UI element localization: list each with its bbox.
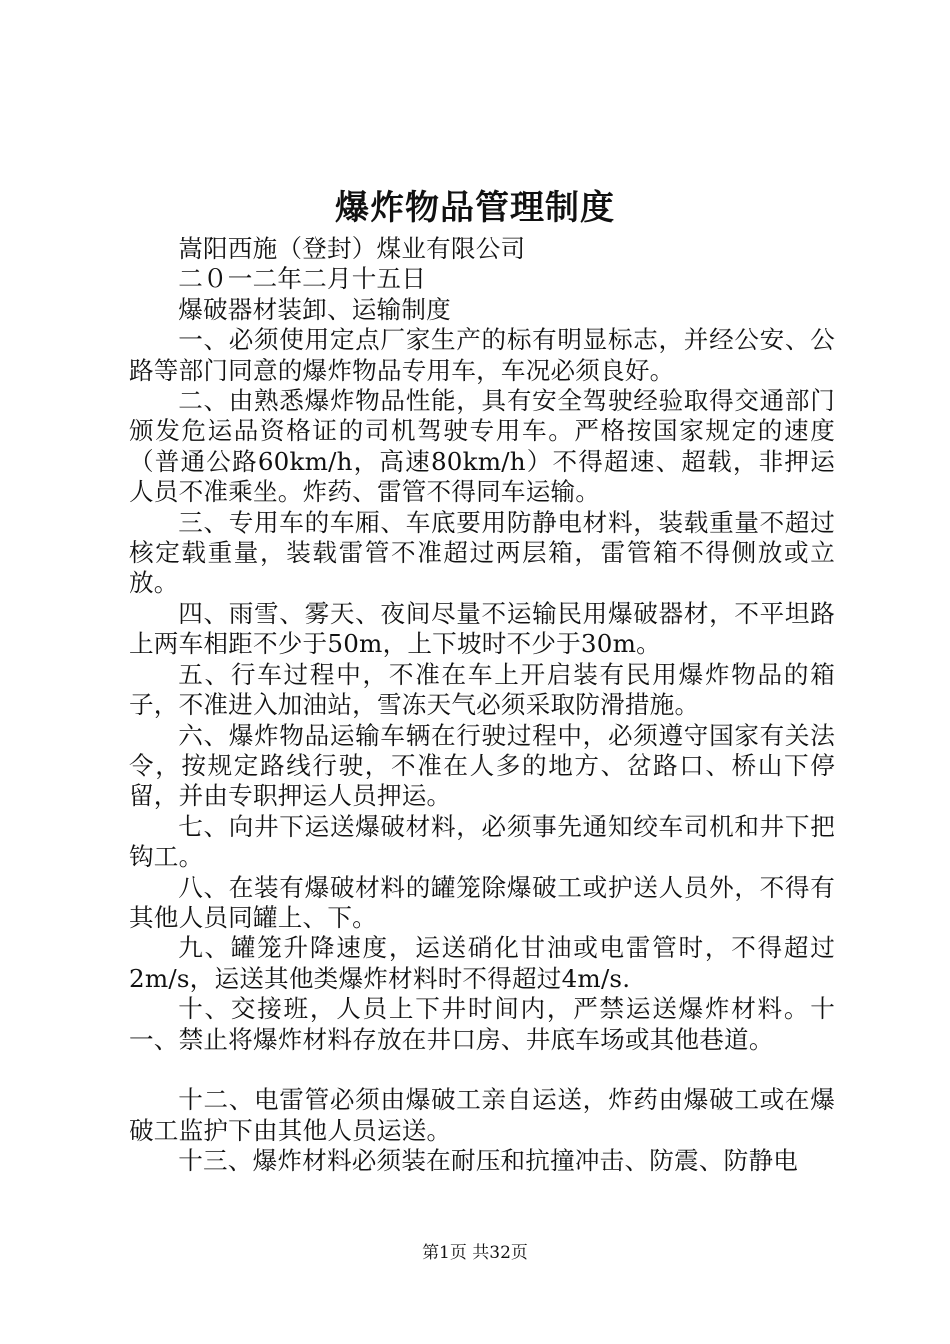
rule-paragraph: 十三、爆炸材料必须装在耐压和抗撞冲击、防震、防静电 bbox=[178, 1146, 799, 1176]
blank-line bbox=[129, 1055, 835, 1085]
document-body bbox=[129, 234, 835, 1177]
rule-paragraph: 五、行车过程中，不准在车上开启装有民用爆炸物品的箱子，不准进入加油站，雪冻天气必须采取防滑措施。 bbox=[129, 659, 835, 720]
document-title: 爆炸物品管理制度 bbox=[335, 188, 615, 228]
company-name: 嵩阳西施（登封）煤业有限公司 bbox=[178, 234, 526, 263]
rule-paragraph: 四、雨雪、雾天、夜间尽量不运输民用爆破器材，不平坦路上两车相距不少于50m，上下坡时不少于30m。 bbox=[129, 598, 835, 659]
rule-paragraph: 七、向井下运送爆破材料，必须事先通知绞车司机和井下把钩工。 bbox=[129, 811, 835, 872]
rule-paragraph: 六、爆炸物品运输车辆在行驶过程中，必须遵守国家有关法令，按规定路线行驶，不准在人多的地方、岔路口、桥山下停留，并由专职押运人员押运。 bbox=[129, 720, 835, 811]
rule-paragraph: 二、由熟悉爆炸物品性能，具有安全驾驶经验取得交通部门颁发危运品资格证的司机驾驶专用车。严格按国家规定的速度（普通公路60km/h，高速80km/h）不得超速、超载，非押运人员不准乘坐。炸药、雷管不得同车运输。 bbox=[129, 386, 835, 507]
page-footer: 第1页 共32页 bbox=[422, 1243, 528, 1263]
rule-paragraph: 八、在装有爆破材料的罐笼除爆破工或护送人员外，不得有其他人员同罐上、下。 bbox=[129, 872, 835, 932]
rule-paragraph: 十、交接班，人员上下井时间内，严禁运送爆炸材料。十一、禁止将爆炸材料存放在井口房、井底车场或其他巷道。 bbox=[129, 994, 835, 1054]
document-date: 二０一二年二月十五日 bbox=[178, 264, 427, 294]
rule-paragraph: 九、罐笼升降速度，运送硝化甘油或电雷管时，不得超过2m/s，运送其他类爆炸材料时不得超过4m/s. bbox=[129, 933, 835, 993]
rule-paragraph: 十二、电雷管必须由爆破工亲自运送，炸药由爆破工或在爆破工监护下由其他人员运送。 bbox=[129, 1085, 835, 1145]
rule-paragraph: 一、必须使用定点厂家生产的标有明显标志，并经公安、公路等部门同意的爆炸物品专用车，车况必须良好。 bbox=[129, 325, 835, 385]
section-heading: 爆破器材装卸、运输制度 bbox=[178, 294, 451, 324]
rule-paragraph: 三、专用车的车厢、车底要用防静电材料，装载重量不超过核定载重量，装载雷管不准超过两层箱，雷管箱不得侧放或立放。 bbox=[129, 507, 835, 598]
